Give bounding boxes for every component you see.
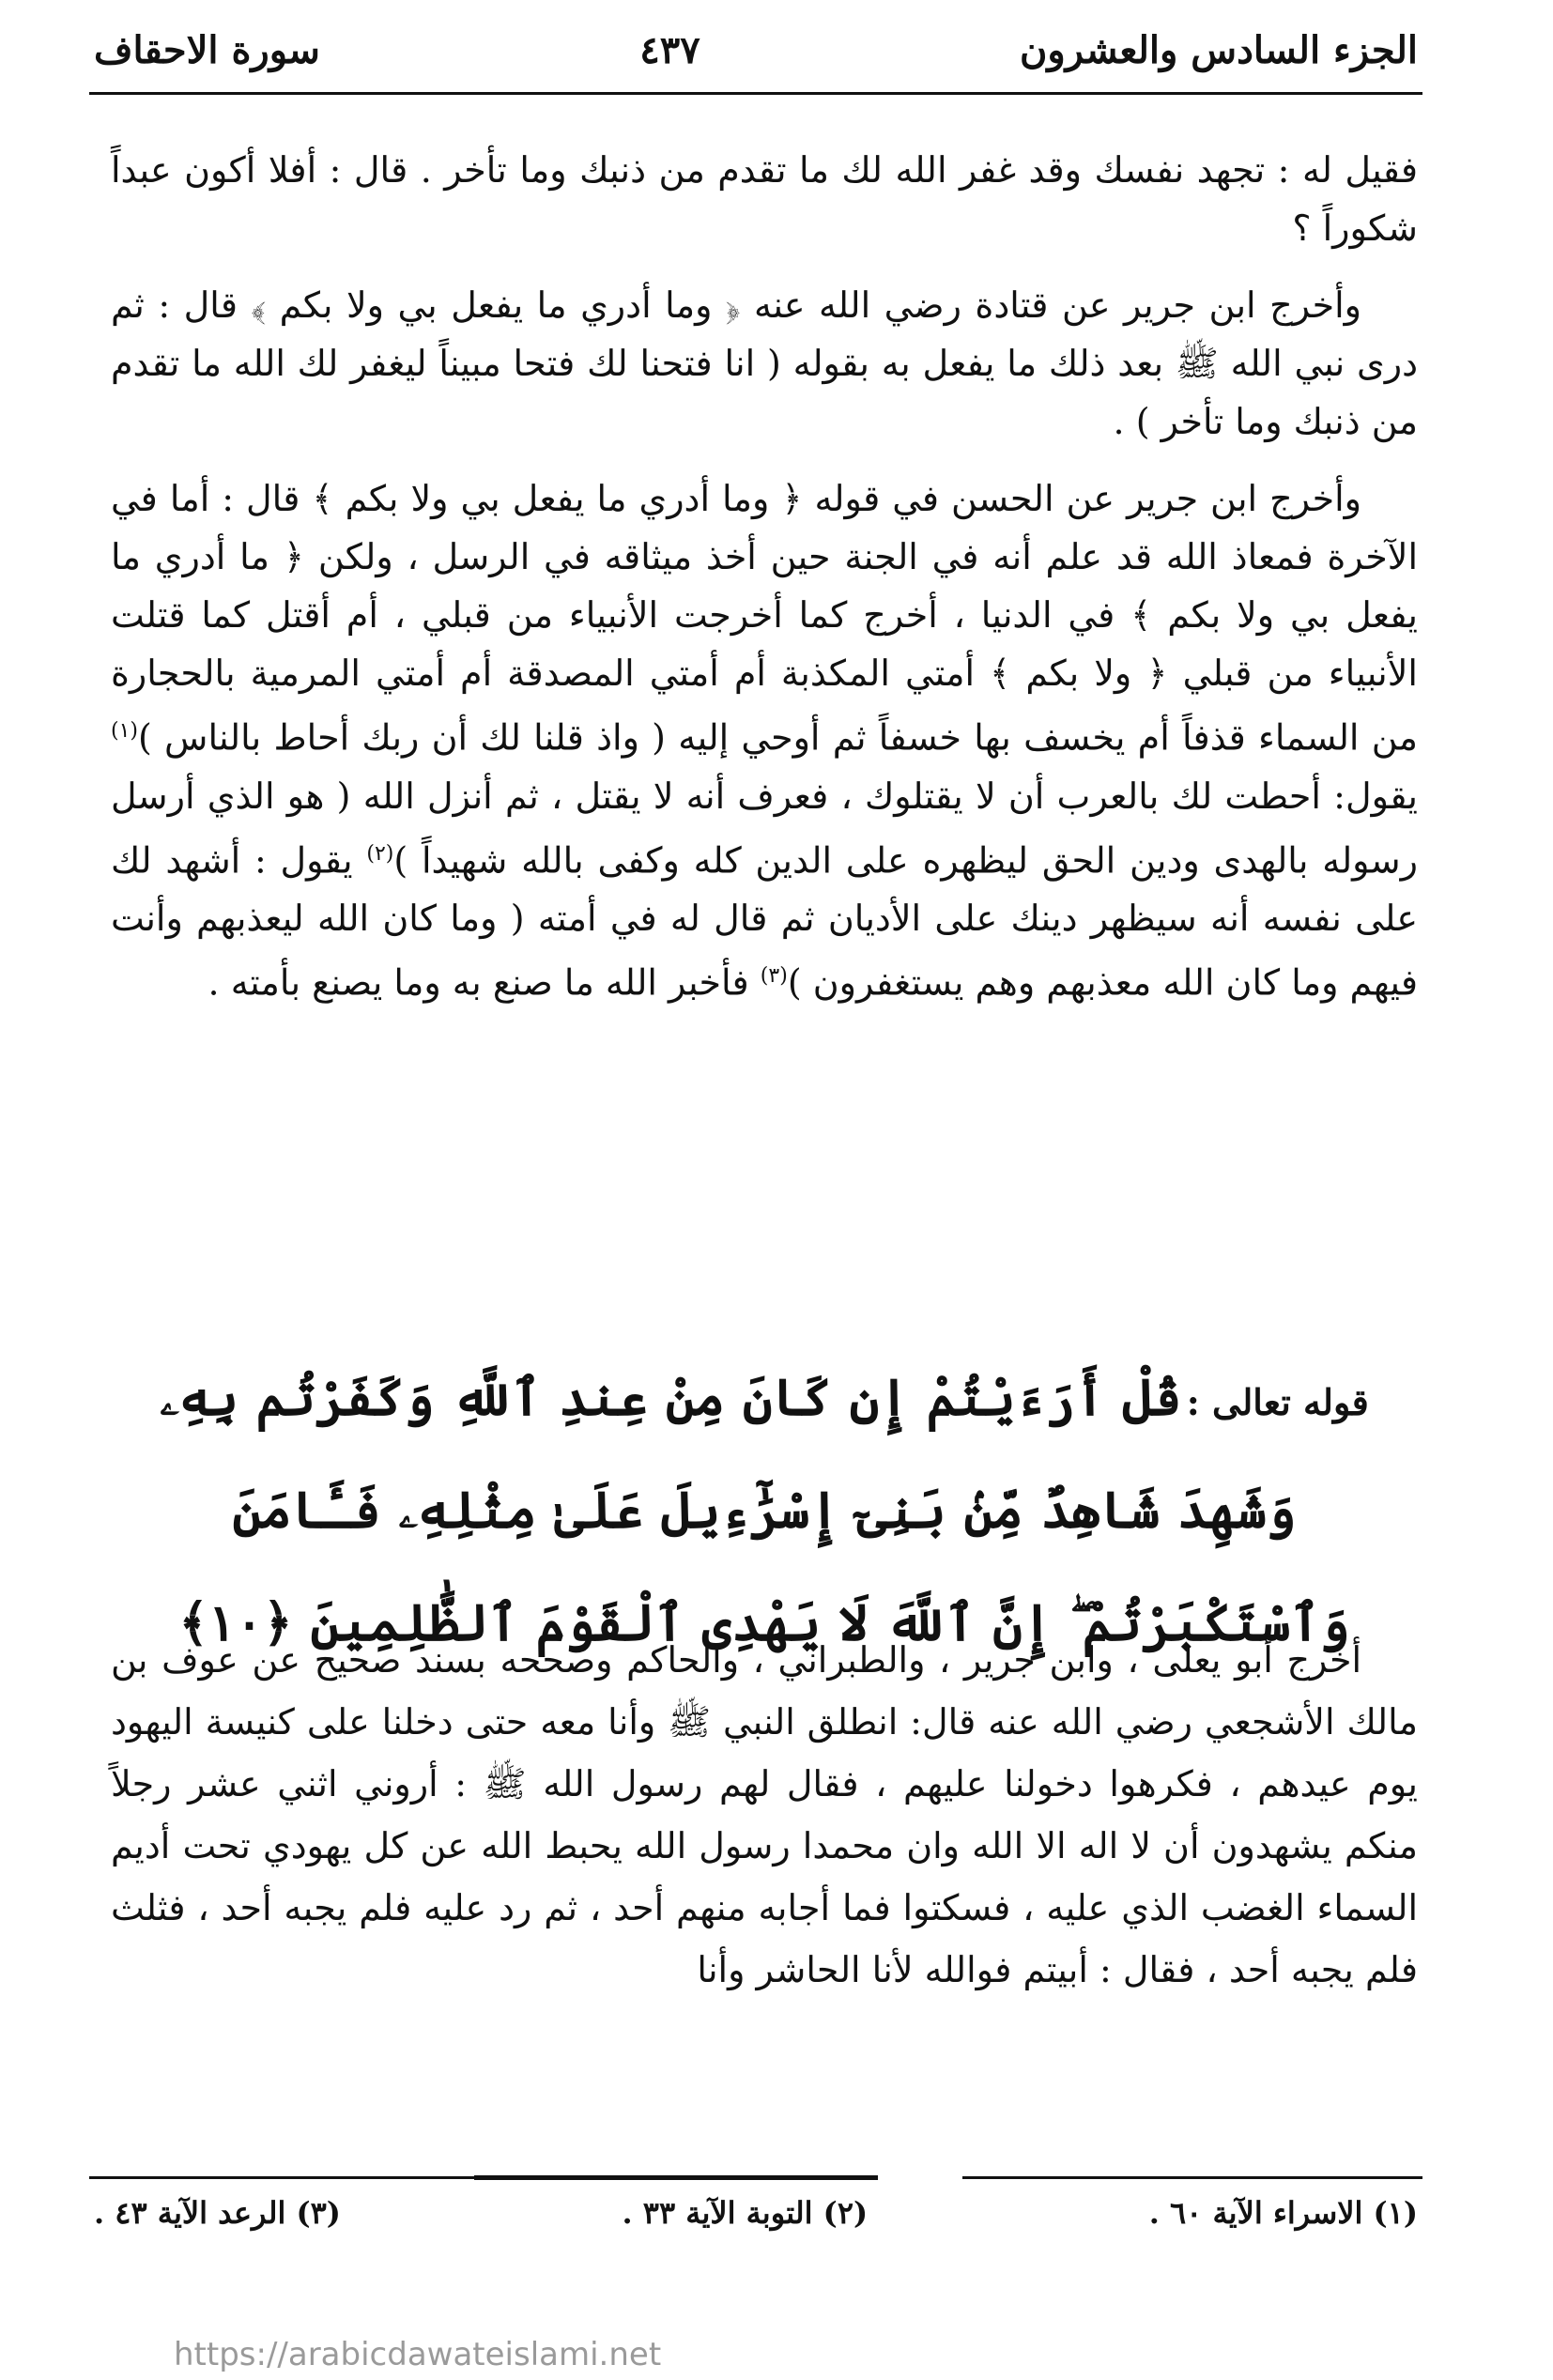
part-title: الجزء السادس والعشرون <box>1019 27 1418 72</box>
footnote-2: (٢) التوبة الآية ٣٣ . <box>622 2195 869 2231</box>
footnote-3: (٣) الرعد الآية ٤٣ . <box>94 2195 341 2231</box>
watermark-url: https://arabicdawateislami.net <box>174 2336 662 2373</box>
verse-text: قُلْ أَرَءَيْتُمْ إِن كَانَ مِنْ عِندِ ٱللَّهِ وَكَفَرْتُم بِهِۦ وَشَهِدَ شَاهِدٌ مِّنۢ بَنِىٓ إِسْرَٰٓءِيلَ عَلَىٰ مِثْلِهِۦ فَـَٔامَنَ وَٱسْتَكْبَرْتُمْ ۖ إِنَّ ٱللَّهَ لَا يَهْدِى ٱلْقَوْمَ ٱلظَّٰلِمِينَ ﴿١٠﴾ <box>160 1367 1350 1652</box>
page-header <box>94 17 1418 83</box>
footnote-marker-2: (٢) <box>366 841 394 866</box>
paragraph-1: فقيل له : تجهد نفسك وقد غفر الله لك ما تقدم من ذنبك وما تأخر . قال : أفلا أكون عبداً شكوراً ؟ <box>111 149 1418 249</box>
footnote-dividers <box>89 2176 1422 2182</box>
verse-intro: قوله تعالى : <box>1186 1381 1369 1423</box>
quran-verse-block <box>111 1341 1418 1679</box>
footnote-marker-1: (١) <box>111 719 139 743</box>
main-text-2 <box>111 1629 1418 2001</box>
footnote-divider-center <box>474 2175 878 2180</box>
paragraph-3-cont1: يقول: أحطت لك بالعرب أن لا يقتلوك ، فعرف أنه لا يقتل ، ثم أنزل الله ( هو الذي أرسل رسوله بالهدى ودين الحق ليظهره على الدين كله وكفى بالله شهيداً ) <box>111 775 1418 882</box>
footnote-divider-left <box>89 2176 474 2179</box>
paragraph-4: أخرج أبو يعلى ، وابن جرير ، والطبراني ، والحاكم وصححه بسند صحيح عن عوف بن مالك الأشجعي رضي الله عنه قال: انطلق النبي ﷺ وأنا معه حتى دخلنا على كنيسة اليهود يوم عيدهم ، فكرهوا دخولنا عليهم ، فقال لهم رسول الله ﷺ : أروني اثني عشر رجلاً منكم يشهدون أن لا اله الا الله وان محمدا رسول الله يحبط الله عن كل يهودي تحت أديم السماء الغضب الذي عليه ، فسكتوا فما أجابه منهم أحد ، ثم رد عليه فلم يجبه أحد ، فثلث فلم يجبه أحد ، فقال : أبيتم فوالله لأنا الحاشر وأنا <box>111 1639 1418 1990</box>
paragraph-3-text: وأخرج ابن جرير عن الحسن في قوله ﴿ وما أدري ما يفعل بي ولا بكم ﴾ قال : أما في الآخرة فمعاذ الله قد علم أنه في الجنة حين أخذ ميثاقه في الرسل ، ولكن ﴿ ما أدري ما يفعل بي ولا بكم ﴾ في الدنيا ، أخرج كما أخرجت الأنبياء من قبلي ، أم أقتل كما قتلت الأنبياء من قبلي ﴿ ولا بكم ﴾ أمتي المكذبة أم أمتي المصدقة أم أمتي المرمية بالحجارة من السماء قذفاً أم يخسف بها خسفاً ثم أوحي إليه ( واذ قلنا لك أن ربك أحاط بالناس ) <box>111 478 1418 759</box>
page-number: ٤٣٧ <box>639 27 700 72</box>
surah-title: سورة الاحقاف <box>94 27 320 72</box>
paragraph-2: وأخرج ابن جرير عن قتادة رضي الله عنه ﴿ وما أدري ما يفعل بي ولا بكم ﴾ قال : ثم درى نبي الله ﷺ بعد ذلك ما يفعل به بقوله ( انا فتحنا لك فتحا مبيناً ليغفر لك الله ما تقدم من ذنبك وما تأخر ) . <box>111 284 1418 442</box>
footnotes <box>94 2195 1418 2231</box>
paragraph-3-cont3: فأخبر الله ما صنع به وما يصنع بأمته . <box>208 961 761 1004</box>
header-divider <box>89 92 1422 95</box>
paragraph-3-cont2: يقول : أشهد لك على نفسه أنه سيظهر دينك على الأديان ثم قال له في أمته ( وما كان الله ليعذبهم وأنت فيهم وما كان الله معذبهم وهم يستغفرون ) <box>111 839 1418 1004</box>
footnote-divider-right <box>962 2176 1422 2179</box>
paragraph-3 <box>111 469 1418 1012</box>
main-text <box>111 141 1418 1031</box>
footnote-marker-3: (٣) <box>760 964 788 989</box>
footnote-1: (١) الاسراء الآية ٦٠ . <box>1148 2195 1418 2231</box>
